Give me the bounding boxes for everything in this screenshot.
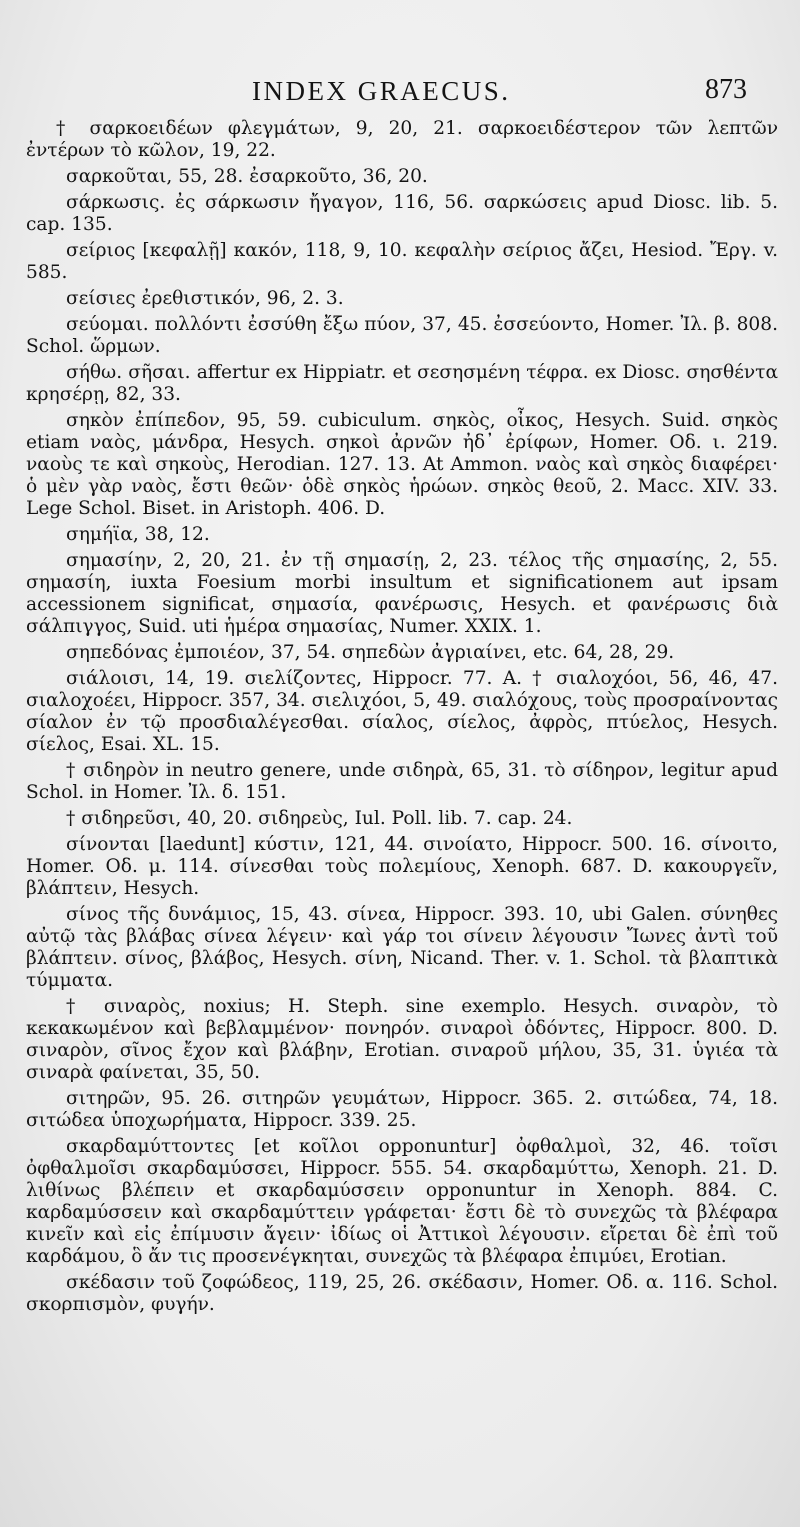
index-entry: σείσιες ἐρεθιστικόν, 96, 2. 3.	[66, 288, 344, 309]
index-entry: σηκὸν ἐπίπεδον, 95, 59. cubiculum. σηκὸς, οἶκος, Hesych. Suid. σηκὸς etiam ναὸς, μάνδρα, Hesych. σηκοὶ ἀρνῶν ἠδ᾽ ἐρίφων, Homer. Οδ. ι. 219. ναοὺς τε καὶ σηκοὺς, Herodian. 127. 13. At Ammon. ναὸς καὶ σηκὸς διαφέρει· ὁ μὲν γὰρ ναὸς, ἔστι θεῶν· ὁδὲ σηκὸς ἡρώων. σηκὸς θεοῦ, 2. Macc. XIV. 33. Lege Schol. Biset. in Aristoph. 406. D.	[26, 410, 778, 519]
index-entry: σημασίην, 2, 20, 21. ἐν τῇ σημασίῃ, 2, 23. τέλος τῆς σημασίης, 2, 55. σημασίη, iuxta Foesium morbi insultum et significationem aut ipsam accessionem significat, σημασία, φανέρωσις, Hesych. et φανέρωσις διὰ σάλπιγγος, Suid. uti ἡμέρα σημασίας, Numer. XXIX. 1.	[26, 550, 778, 637]
index-entry: σκέδασιν τοῦ ζοφώδεος, 119, 25, 26. σκέδασιν, Homer. Οδ. α. 116. Schol. σκορπισμὸν, φυγήν.	[26, 1272, 778, 1315]
index-entry: † σιναρὸς, noxius; H. Steph. sine exemplo. Hesych. σιναρὸν, τὸ κεκακωμένον καὶ βεβλαμμένον· πονηρόν. σιναροὶ ὀδόντες, Hippocr. 800. D. σιναρὸν, σῖνος ἔχον καὶ βλάβην, Erotian. σιναροῦ μήλου, 35, 31. ὑγιέα τὰ σιναρὰ φαίνεται, 35, 50.	[26, 996, 778, 1083]
index-entries	[26, 118, 778, 1320]
index-entry: σιτηρῶν, 95. 26. σιτηρῶν γευμάτων, Hippocr. 365. 2. σιτώδεα, 74, 18. σιτώδεα ὑποχωρήματα, Hippocr. 339. 25.	[26, 1088, 778, 1131]
running-title: INDEX GRAECUS.	[252, 76, 511, 106]
index-entry: † σαρκοειδέων φλεγμάτων, 9, 20, 21. σαρκοειδέστερον τῶν λεπτῶν ἐντέρων τὸ κῶλον, 19, 22.	[26, 118, 778, 161]
index-entry: σιάλοισι, 14, 19. σιελίζοντες, Hippocr. 77. A. † σιαλοχόοι, 56, 46, 47. σιαλοχοέει, Hippocr. 357, 34. σιελιχόοι, 5, 49. σιαλόχους, τοὺς προσραίνοντας σίαλον ἐν τῷ προσδιαλέγεσθαι. σίαλος, σίελος, ἀφρὸς, πτύελος, Hesych. σίελος, Esai. XL. 15.	[26, 668, 778, 755]
index-entry: σημήϊα, 38, 12.	[66, 524, 210, 545]
index-entry: † σιδηρεῦσι, 40, 20. σιδηρεὺς, Iul. Poll. lib. 7. cap. 24.	[66, 808, 573, 829]
index-entry: σάρκωσις. ἐς σάρκωσιν ἤγαγον, 116, 56. σαρκώσεις apud Diosc. lib. 5. cap. 135.	[26, 192, 778, 235]
index-entry: σείριος [κεφαλῇ] κακόν, 118, 9, 10. κεφαλὴν σείριος ἄζει, Hesiod. Ἔργ. v. 585.	[26, 240, 778, 283]
index-entry: σκαρδαμύττοντες [et κοῖλοι opponuntur] ὀφθαλμοὶ, 32, 46. τοῖσι ὀφθαλμοῖσι σκαρδαμύσσει, Hippocr. 555. 54. σκαρδαμύττω, Xenoph. 21. D. λιθίνως βλέπειν et σκαρδαμύσσειν opponuntur in Xenoph. 884. C. καρδαμύσσειν καὶ σκαρδαμύττειν γράφεται· ἔστι δὲ τὸ συνεχῶς τὰ βλέφαρα κινεῖν καὶ εἰς ἐπίμυσιν ἄγειν· ἰδίως οἱ Ἀττικοὶ λέγουσιν. εἴρεται δὲ ἐπὶ τοῦ καρδάμου, ὃ ἄν τις προσενέγκηται, συνεχῶς τὰ βλέφαρα ἐπιμύει, Erotian.	[26, 1136, 778, 1267]
page-header	[0, 70, 800, 110]
index-entry: σηπεδόνας ἐμποιέον, 37, 54. σηπεδὼν ἀγριαίνει, etc. 64, 28, 29.	[66, 642, 675, 663]
index-entry: σήθω. σῆσαι. affertur ex Hippiatr. et σεσησμένη τέφρα. ex Diosc. σησθέντα κρησέρῃ, 82, 33.	[26, 362, 778, 405]
index-entry: σίνονται [laedunt] κύστιν, 121, 44. σινοίατο, Hippocr. 500. 16. σίνοιτο, Homer. Οδ. μ. 114. σίνεσθαι τοὺς πολεμίους, Xenoph. 687. D. κακουργεῖν, βλάπτειν, Hesych.	[26, 834, 778, 899]
index-entry: σεύομαι. πολλόντι ἐσσύθη ἔξω πύον, 37, 45. ἐσσεύοντο, Homer. Ἰλ. β. 808. Schol. ὥρμων.	[26, 314, 778, 357]
index-entry: σίνος τῆς δυνάμιος, 15, 43. σίνεα, Hippocr. 393. 10, ubi Galen. σύνηθες αὐτῷ τὰς βλάβας σίνεα λέγειν· καὶ γάρ τοι σίνειν λέγουσιν Ἴωνες ἀντὶ τοῦ βλάπτειν. σίνος, βλάβος, Hesych. σίνη, Nicand. Ther. v. 1. Schol. τὰ βλαπτικὰ τύμματα.	[26, 904, 778, 991]
index-entry: † σιδηρὸν in neutro genere, unde σιδηρὰ, 65, 31. τὸ σίδηρον, legitur apud Schol. in Homer. Ἰλ. δ. 151.	[26, 760, 778, 803]
page-number: 873	[705, 74, 747, 105]
index-entry: σαρκοῦται, 55, 28. ἐσαρκοῦτο, 36, 20.	[66, 166, 428, 187]
